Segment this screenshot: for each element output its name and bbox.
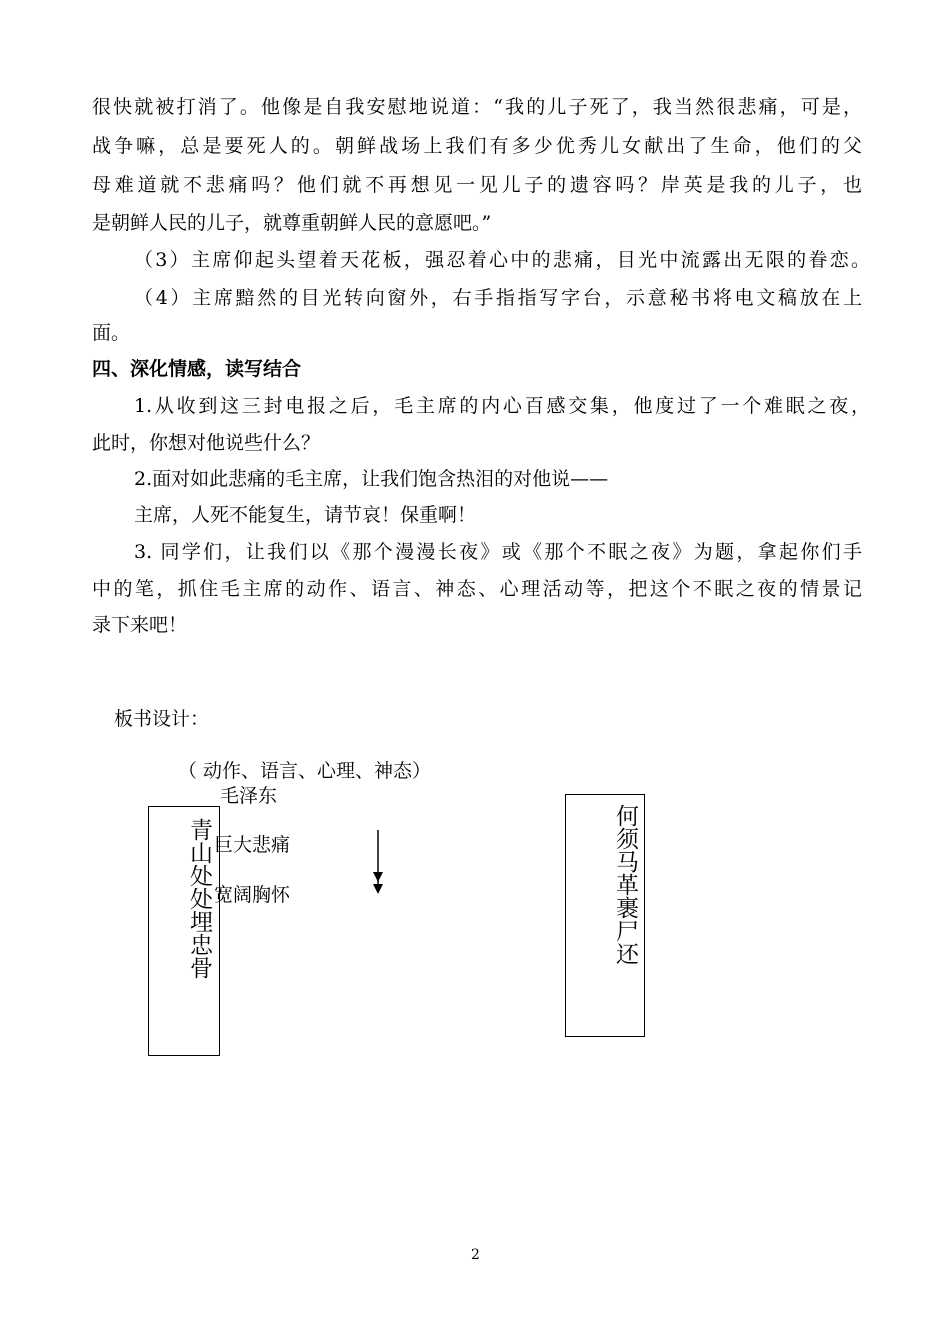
board-name: 毛泽东 <box>220 785 278 807</box>
right-vertical-text: 何须马革裹尸还 <box>612 804 638 965</box>
question-1-line-2: 此时，你想对他说些什么？ <box>92 432 321 454</box>
down-arrow-icon <box>368 828 388 896</box>
paragraph-line-2: 战争嘛，总是要死人的。朝鲜战场上我们有多少优秀儿女献出了生命，他们的父 <box>92 135 862 157</box>
item-4-line-1: （4）主席黯然的目光转向窗外，右手指指写字台，示意秘书将电文稿放在上 <box>134 287 862 309</box>
paragraph-line-4: 是朝鲜人民的儿子，就尊重朝鲜人民的意愿吧。” <box>92 212 492 234</box>
paragraph-line-1: 很快就被打消了。他像是自我安慰地说道：“我的儿子死了，我当然很悲痛，可是， <box>92 96 862 118</box>
section-heading: 四、深化情感，读写结合 <box>92 358 302 380</box>
question-2-reply: 主席，人死不能复生，请节哀！保重啊！ <box>134 504 477 526</box>
page-number: 2 <box>471 1247 480 1263</box>
question-1-line-1: 1.从收到这三封电报之后，毛主席的内心百感交集，他度过了一个难眠之夜， <box>134 395 870 417</box>
question-3-line-2: 中的笔，抓住毛主席的动作、语言、神态、心理活动等，把这个不眠之夜的情景记 <box>92 578 862 600</box>
paragraph-line-3: 母难道就不悲痛吗？他们就不再想见一见儿子的遗容吗？岸英是我的儿子，也 <box>92 174 862 196</box>
question-2: 2.面对如此悲痛的毛主席，让我们饱含热泪的对他说—— <box>134 468 609 490</box>
item-4-line-2: 面。 <box>92 322 131 344</box>
board-feeling-1: 巨大悲痛 <box>214 834 291 856</box>
board-design-label: 板书设计： <box>114 708 210 730</box>
item-3: （3）主席仰起头望着天花板，强忍着心中的悲痛，目光中流露出无限的眷恋。 <box>134 249 870 271</box>
question-3-line-1: 3. 同学们，让我们以《那个漫漫长夜》或《那个不眠之夜》为题，拿起你们手 <box>134 541 862 563</box>
board-feeling-2: 宽阔胸怀 <box>214 884 291 906</box>
question-3-line-3: 录下来吧！ <box>92 614 188 636</box>
board-aspects: （ 动作、语言、心理、神态） <box>178 760 432 782</box>
left-vertical-text: 青山处处埋忠骨 <box>186 818 212 979</box>
